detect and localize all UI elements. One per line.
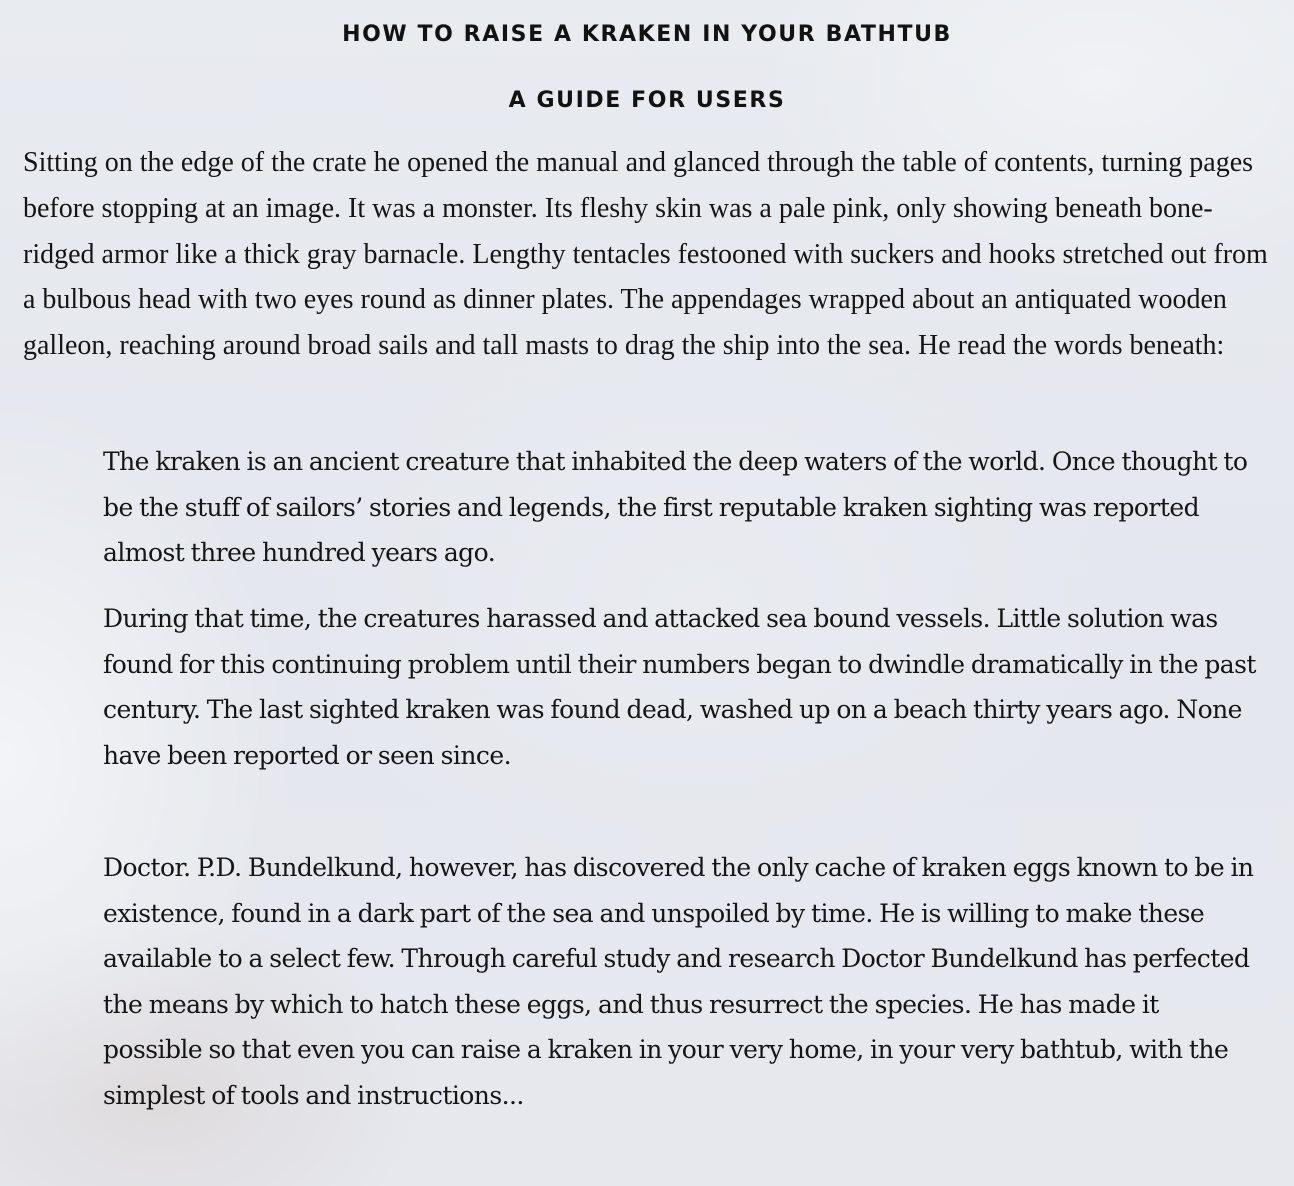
narration-paragraph: Sitting on the edge of the crate he opened the manual and glanced through the table of contents, turning pages before stopping at an image. It was a monster. Its fleshy skin was a pale pink, only showing beneath bone-ridged armor like a thick gray barnacle. Lengthy tentacles festooned with suckers and hooks stretched out from a bulbous head with two eyes round as dinner plates. The appendages wrapped about an antiquated wooden galleon, reaching around broad sails and tall masts to drag the ship into the sea. He read the words beneath: [23,147,1268,362]
manual-quote-paragraph-3: Doctor. P.D. Bundelkund, however, has discovered the only cache of kraken eggs known to be in existence, found in a dark part of the sea and unspoiled by time. He is willing to make these available to a select few. Through careful study and research Doctor Bundelkund has perfected the means by which to hatch these eggs, and thus resurrect the species. He has made it possible so that even you can raise a kraken in your very home, in your very bathtub, with the simplest of tools and instructions... [103,853,1254,1110]
document-subtitle: A GUIDE FOR USERS [508,88,786,113]
document-title: HOW TO RAISE A KRAKEN IN YOUR BATHTUB [342,22,952,47]
manual-quote-paragraph-2: During that time, the creatures harassed and attacked sea bound vessels. Little solution was found for this continuing problem until their numbers began to dwindle dramatically in the past century. The last sighted kraken was found dead, washed up on a beach thirty years ago. None have been reported or seen since. [103,604,1256,770]
manual-quote-paragraph-1: The kraken is an ancient creature that inhabited the deep waters of the world. Once thought to be the stuff of sailors’ stories and legends, the first reputable kraken sighting was reported almost three hundred years ago. [103,447,1248,568]
